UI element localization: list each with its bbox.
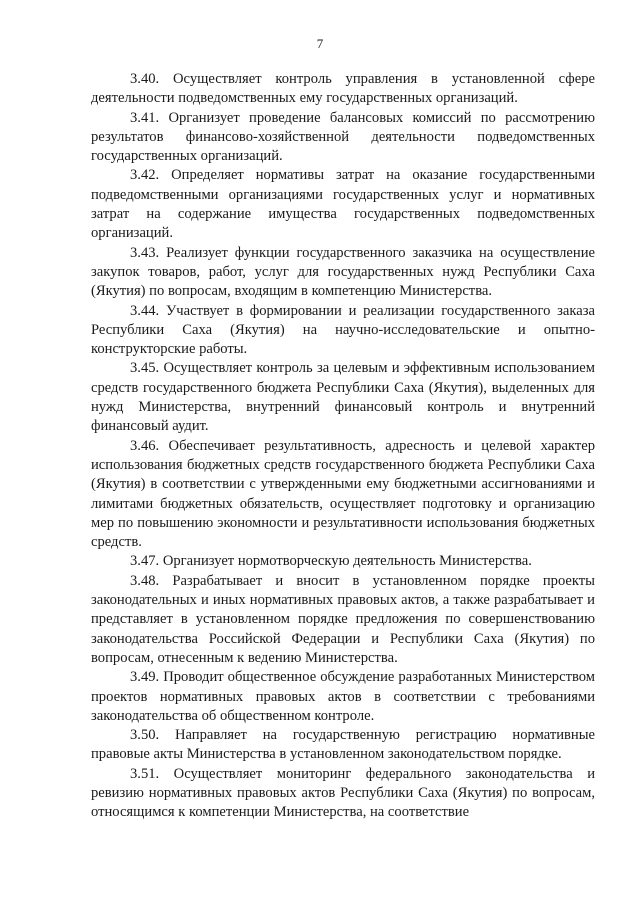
paragraph-3-48: 3.48. Разрабатывает и вносит в установленном порядке проекты законодательных и иных нормативных правовых актов, а также разрабатывает и представляет в установленном порядке предложения по совершенствованию законодательства Российской Федерации и Республики Саха (Якутия) по вопросам, отнесенным к ведению Министерства.	[91, 572, 595, 666]
paragraph-3-49: 3.49. Проводит общественное обсуждение разработанных Министерством проектов нормативных правовых актов в соответствии с требованиями законодательства об общественном контроле.	[91, 669, 595, 724]
paragraph-3-43: 3.43. Реализует функции государственного заказчика на осуществление закупок товаров, работ, услуг для государственных нужд Республики Саха (Якутия) по вопросам, входящим в компетенцию Министерства.	[91, 244, 595, 300]
paragraph-3-46: 3.46. Обеспечивает результативность, адресность и целевой характер использования бюджетных средств государственного бюджета Республики Саха (Якутия) в соответствии с утвержденными ему бюджетными ассигнованиями и лимитами бюджетных обязательств, осуществляет подготовку и организацию мер по повышению экономности и результативности использования бюджетных средств.	[91, 437, 595, 551]
page-number: 7	[316, 36, 324, 51]
document-body	[91, 70, 595, 823]
paragraph-3-50: 3.50. Направляет на государственную регистрацию нормативные правовые акты Министерства в установленном законодательством порядке.	[91, 727, 595, 763]
paragraph-3-41: 3.41. Организует проведение балансовых комиссий по рассмотрению результатов финансово-хозяйственной деятельности подведомственных государственных организаций.	[91, 109, 595, 165]
paragraph-3-42: 3.42. Определяет нормативы затрат на оказание государственными подведомственными организациями государственных услуг и нормативных затрат на содержание имущества государственных подведомственных организаций.	[91, 167, 595, 242]
paragraph-3-44: 3.44. Участвует в формировании и реализации государственного заказа Республики Саха (Якутия) на научно-исследовательские и опытно-конструкторские работы.	[91, 302, 595, 358]
paragraph-3-51: 3.51. Осуществляет мониторинг федерального законодательства и ревизию нормативных правовых актов Республики Саха (Якутия) по вопросам, относящимся к компетенции Министерства, на соответствие	[91, 765, 595, 821]
paragraph-3-45: 3.45. Осуществляет контроль за целевым и эффективным использованием средств государственного бюджета Республики Саха (Якутия), выделенных для нужд Министерства, внутренний финансовый контроль и внутренний финансовый аудит.	[91, 360, 595, 435]
paragraph-3-47: 3.47. Организует нормотворческую деятельность Министерства.	[130, 553, 532, 570]
paragraph-3-40: 3.40. Осуществляет контроль управления в установленной сфере деятельности подведомственных ему государственных организаций.	[91, 71, 595, 107]
